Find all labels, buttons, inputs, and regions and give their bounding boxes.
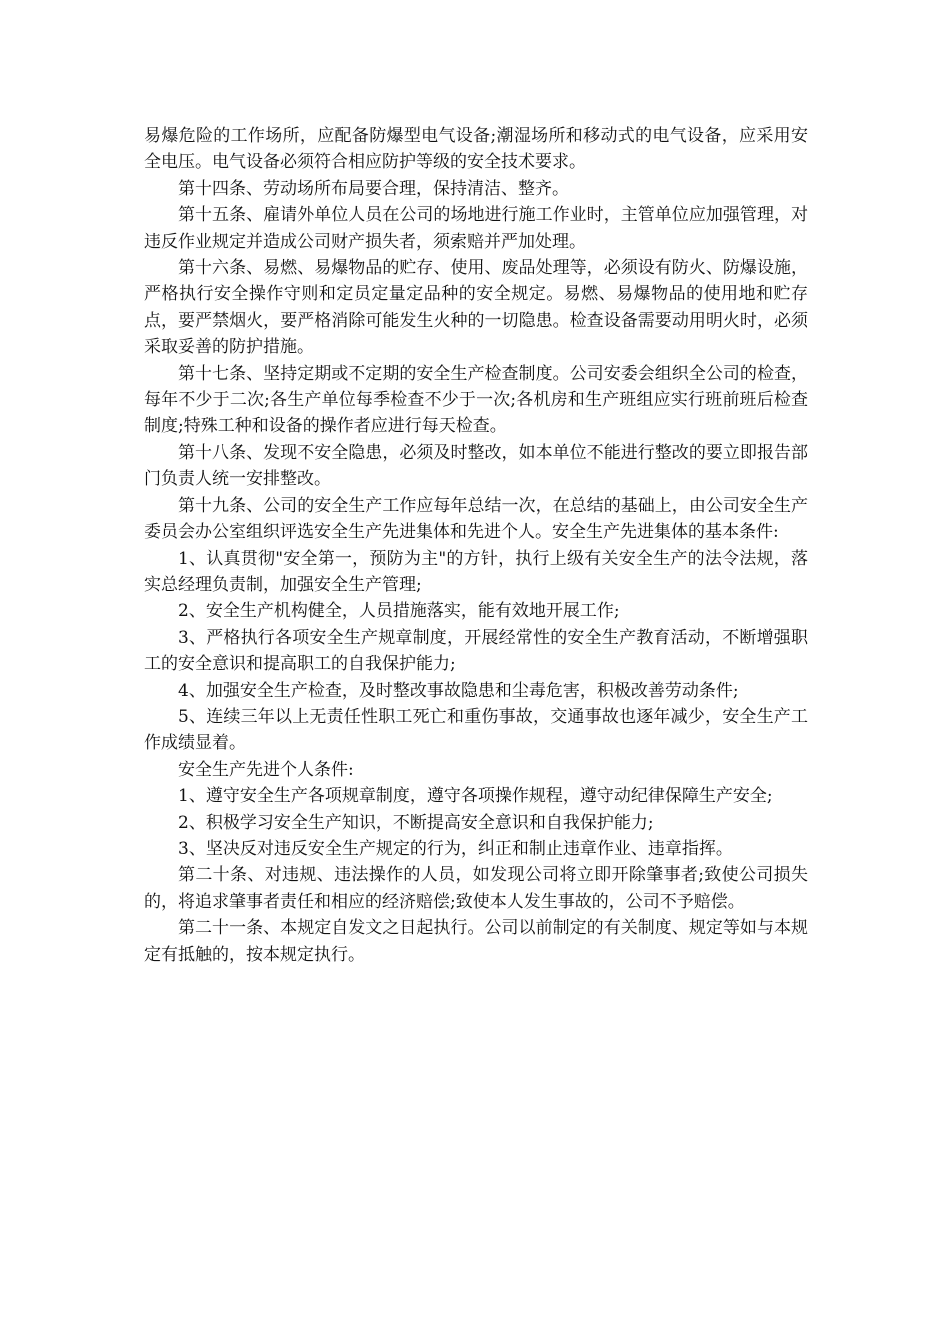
list-item-collective-3: 3、严格执行各项安全生产规章制度，开展经常性的安全生产教育活动，不断增强职工的安全意识和提高职工的自我保护能力;	[144, 627, 808, 675]
paragraph-article-14: 第十四条、劳动场所布局要合理，保持清洁、整齐。	[178, 178, 569, 199]
paragraph-article-18: 第十八条、发现不安全隐患，必须及时整改，如本单位不能进行整改的要立即报告部门负责人统一安排整改。	[144, 442, 808, 490]
list-item-collective-1: 1、认真贯彻"安全第一，预防为主"的方针，执行上级有关安全生产的法令法规，落实总经理负责制，加强安全生产管理;	[144, 548, 808, 595]
paragraph-article-16: 第十六条、易燃、易爆物品的贮存、使用、废品处理等，必须设有防火、防爆设施，严格执行安全操作守则和定员定量定品种的安全规定。易燃、易爆物品的使用地和贮存点，要严禁烟火，要严格消除可能发生火种的一切隐患。检查设备需要动用明火时，必须采取妥善的防护措施。	[144, 258, 808, 358]
section-heading-individual: 安全生产先进个人条件:	[178, 759, 354, 780]
paragraph-article-19: 第十九条、公司的安全生产工作应每年总结一次，在总结的基础上，由公司安全生产委员会办公室组织评选安全生产先进集体和先进个人。安全生产先进集体的基本条件:	[144, 495, 808, 543]
paragraph-article-15: 第十五条、雇请外单位人员在公司的场地进行施工作业时，主管单位应加强管理，对违反作业规定并造成公司财产损失者，须索赔并严加处理。	[144, 205, 808, 252]
paragraph-continuation: 易爆危险的工作场所，应配备防爆型电气设备;潮湿场所和移动式的电气设备，应采用安全电压。电气设备必须符合相应防护等级的安全技术要求。	[144, 126, 808, 173]
paragraph-article-17: 第十七条、坚持定期或不定期的安全生产检查制度。公司安委会组织全公司的检查，每年不少于二次;各生产单位每季检查不少于一次;各机房和生产班组应实行班前班后检查制度;特殊工种和设备的操作者应进行每天检查。	[144, 363, 808, 437]
paragraph-article-21: 第二十一条、本规定自发文之日起执行。公司以前制定的有关制度、规定等如与本规定有抵触的，按本规定执行。	[144, 918, 808, 965]
list-item-individual-3: 3、坚决反对违反安全生产规定的行为，纠正和制止违章作业、违章指挥。	[178, 838, 733, 859]
list-item-individual-2: 2、积极学习安全生产知识，不断提高安全意识和自我保护能力;	[178, 812, 654, 833]
list-item-collective-4: 4、加强安全生产检查，及时整改事故隐患和尘毒危害，积极改善劳动条件;	[178, 680, 739, 701]
list-item-collective-5: 5、连续三年以上无责任性职工死亡和重伤事故，交通事故也逐年减少，安全生产工作成绩显着。	[144, 706, 808, 754]
list-item-collective-2: 2、安全生产机构健全，人员措施落实，能有效地开展工作;	[178, 601, 620, 622]
paragraph-article-20: 第二十条、对违规、违法操作的人员，如发现公司将立即开除肇事者;致使公司损失的，将追求肇事者责任和相应的经济赔偿;致使本人发生事故的，公司不予赔偿。	[144, 865, 808, 912]
list-item-individual-1: 1、遵守安全生产各项规章制度，遵守各项操作规程，遵守动纪律保障生产安全;	[178, 786, 773, 807]
document-body	[144, 123, 808, 968]
